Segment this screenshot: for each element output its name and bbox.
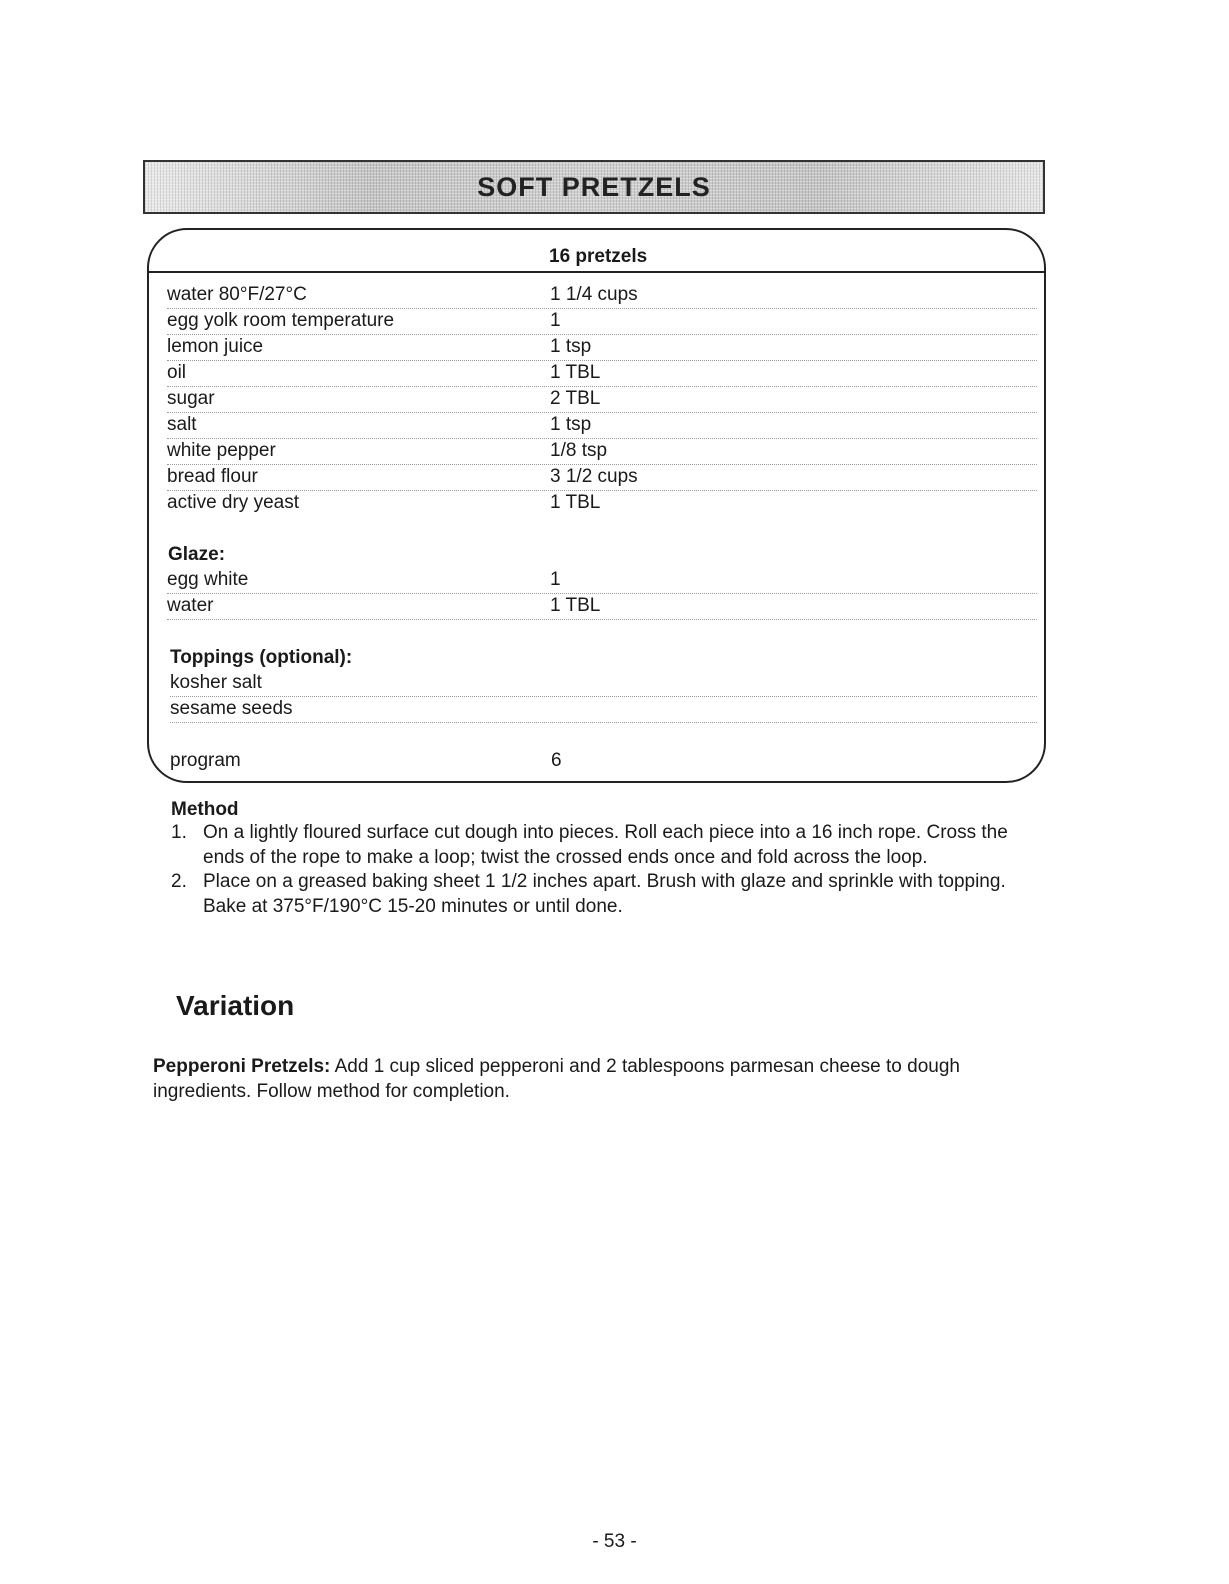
variation-body: Add 1 cup sliced pepperoni and 2 tablespoons parmesan cheese to dough ingredients. Follow method for completion. (153, 1056, 960, 1102)
topping-row (170, 696, 1037, 723)
ingredient-amount: 1 (550, 310, 561, 331)
step-text: On a lightly floured surface cut dough into pieces. Roll each piece into a 16 inch rope. Cross the ends of the rope to make a loop; twist the crossed ends once and fold across the loop. (203, 822, 1008, 868)
step-text: Place on a greased baking sheet 1 1/2 inches apart. Brush with glaze and sprinkle with topping. Bake at 375°F/190°C 15-20 minutes or until done. (203, 871, 1006, 917)
ingredient-amount: 1 TBL (550, 492, 601, 513)
ingredient-row (167, 334, 1037, 361)
method-steps (171, 821, 1021, 919)
ingredient-name: white pepper (167, 440, 276, 461)
glaze-amount: 1 (550, 569, 561, 590)
yield-divider (147, 271, 1046, 273)
recipe-title: SOFT PRETZELS (477, 171, 711, 202)
ingredient-row (167, 282, 1037, 309)
toppings-heading: Toppings (optional): (170, 647, 353, 668)
ingredient-amount: 1 tsp (550, 414, 592, 435)
glaze-heading: Glaze: (168, 544, 226, 565)
method-step (171, 821, 1021, 870)
variation-heading: Variation (176, 990, 295, 1021)
ingredient-name: egg yolk room temperature (167, 310, 395, 331)
step-number: 2. (171, 871, 187, 892)
ingredient-amount: 1 TBL (550, 362, 601, 383)
ingredient-row (167, 412, 1037, 439)
ingredient-name: salt (167, 414, 197, 435)
method-step (171, 870, 1021, 919)
ingredient-row (167, 490, 1037, 516)
topping-name: kosher salt (170, 672, 262, 693)
ingredient-amount: 3 1/2 cups (550, 466, 638, 487)
ingredient-name: oil (167, 362, 187, 383)
method-heading: Method (171, 799, 239, 820)
glaze-row (167, 567, 1037, 594)
variation-paragraph (153, 1054, 1023, 1104)
title-banner (143, 160, 1045, 214)
page-number: - 53 - (592, 1531, 637, 1552)
ingredient-name: water 80°F/27°C (167, 284, 307, 305)
ingredient-name: lemon juice (167, 336, 264, 357)
program-row (170, 748, 1037, 774)
ingredient-name: sugar (167, 388, 215, 409)
ingredient-name: active dry yeast (167, 492, 299, 513)
ingredient-row (167, 464, 1037, 491)
step-number: 1. (171, 822, 187, 843)
glaze-name: egg white (167, 569, 249, 590)
ingredient-row (167, 386, 1037, 413)
yield-label: 16 pretzels (549, 246, 648, 267)
topping-name: sesame seeds (170, 698, 293, 719)
variation-label: Pepperoni Pretzels: (153, 1056, 331, 1077)
glaze-row (167, 593, 1037, 620)
ingredient-name: bread flour (167, 466, 258, 487)
ingredient-amount: 1/8 tsp (550, 440, 608, 461)
program-label: program (170, 750, 241, 771)
ingredient-row (167, 360, 1037, 387)
ingredient-amount: 1 tsp (550, 336, 592, 357)
ingredient-amount: 1 1/4 cups (550, 284, 638, 305)
program-value: 6 (551, 750, 562, 771)
ingredient-row (167, 308, 1037, 335)
ingredient-row (167, 438, 1037, 465)
glaze-amount: 1 TBL (550, 595, 601, 616)
glaze-name: water (167, 595, 214, 616)
topping-row (170, 670, 1037, 697)
ingredient-amount: 2 TBL (550, 388, 601, 409)
